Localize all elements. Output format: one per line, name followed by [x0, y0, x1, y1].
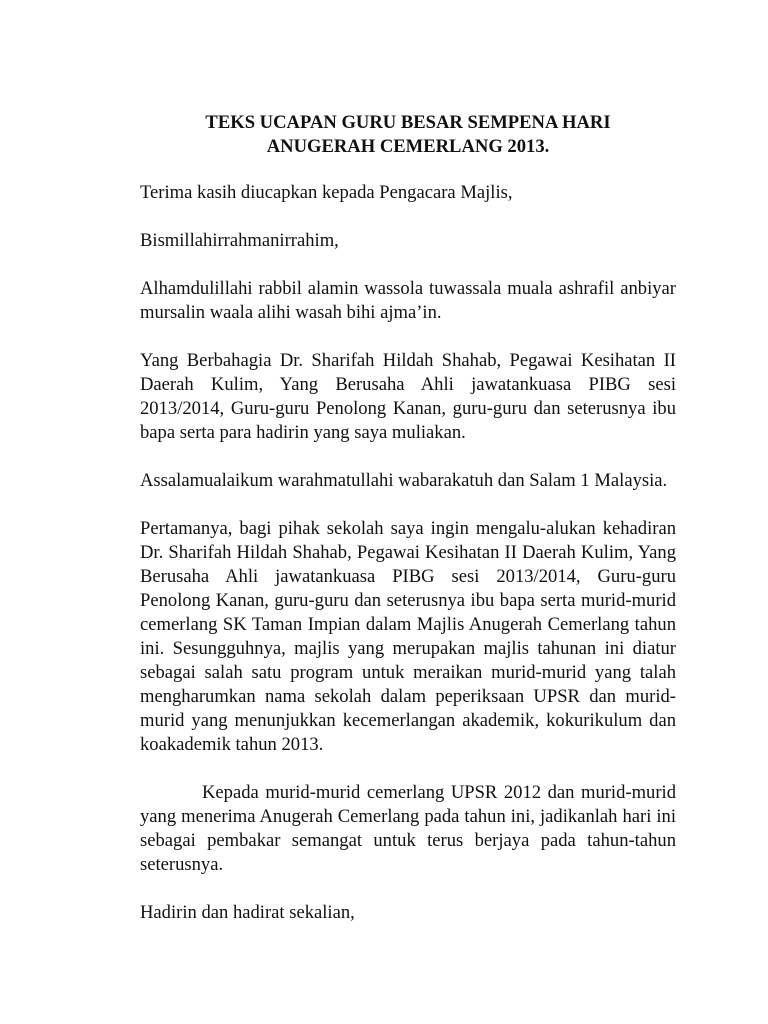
- title-line-2: ANUGERAH CEMERLANG 2013.: [266, 136, 550, 157]
- title-line-1: TEKS UCAPAN GURU BESAR SEMPENA HARI: [205, 112, 611, 133]
- paragraph-audience: Hadirin dan hadirat sekalian,: [140, 902, 355, 923]
- paragraph-salutations: Yang Berbahagia Dr. Sharifah Hildah Shahab, Pegawai Kesihatan II Daerah Kulim, Yang Berusaha Ahli jawatankuasa PIBG sesi 2013/2014, Guru-guru Penolong Kanan, guru-guru dan seterusnya ibu bapa serta para hadirin yang saya muliakan.: [140, 350, 676, 443]
- paragraph-welcome: Pertamanya, bagi pihak sekolah saya ingin mengalu-alukan kehadiran Dr. Sharifah Hildah Shahab, Pegawai Kesihatan II Daerah Kulim, Yang Berusaha Ahli jawatankuasa PIBG sesi 2013/2014, Guru-guru Penolong Kanan, guru-guru dan seterusnya ibu bapa serta murid-murid cemerlang SK Taman Impian dalam Majlis Anugerah Cemerlang tahun ini. Sesungguhnya, majlis yang merupakan majlis tahunan ini diatur sebagai salah satu program untuk meraikan murid-murid yang talah mengharumkan nama sekolah dalam peperiksaan UPSR dan murid-murid yang menunjukkan kecemerlangan akademik, kokurikulum dan koakademik tahun 2013.: [140, 518, 676, 755]
- document-title: [140, 111, 676, 159]
- document-page: [140, 111, 676, 949]
- paragraph-alhamdulillah: Alhamdulillahi rabbil alamin wassola tuwassala muala ashrafil anbiyar mursalin waala alihi wasah bihi ajma’in.: [140, 278, 676, 323]
- paragraph-bismillah: Bismillahirrahmanirrahim,: [140, 230, 339, 251]
- paragraph-greeting: Assalamualaikum warahmatullahi wabarakatuh dan Salam 1 Malaysia.: [140, 470, 668, 491]
- paragraph-thanks-emcee: Terima kasih diucapkan kepada Pengacara Majlis,: [140, 182, 513, 203]
- paragraph-students: Kepada murid-murid cemerlang UPSR 2012 dan murid-murid yang menerima Anugerah Cemerlang pada tahun ini, jadikanlah hari ini sebagai pembakar semangat untuk terus berjaya pada tahun-tahun seterusnya.: [140, 782, 676, 875]
